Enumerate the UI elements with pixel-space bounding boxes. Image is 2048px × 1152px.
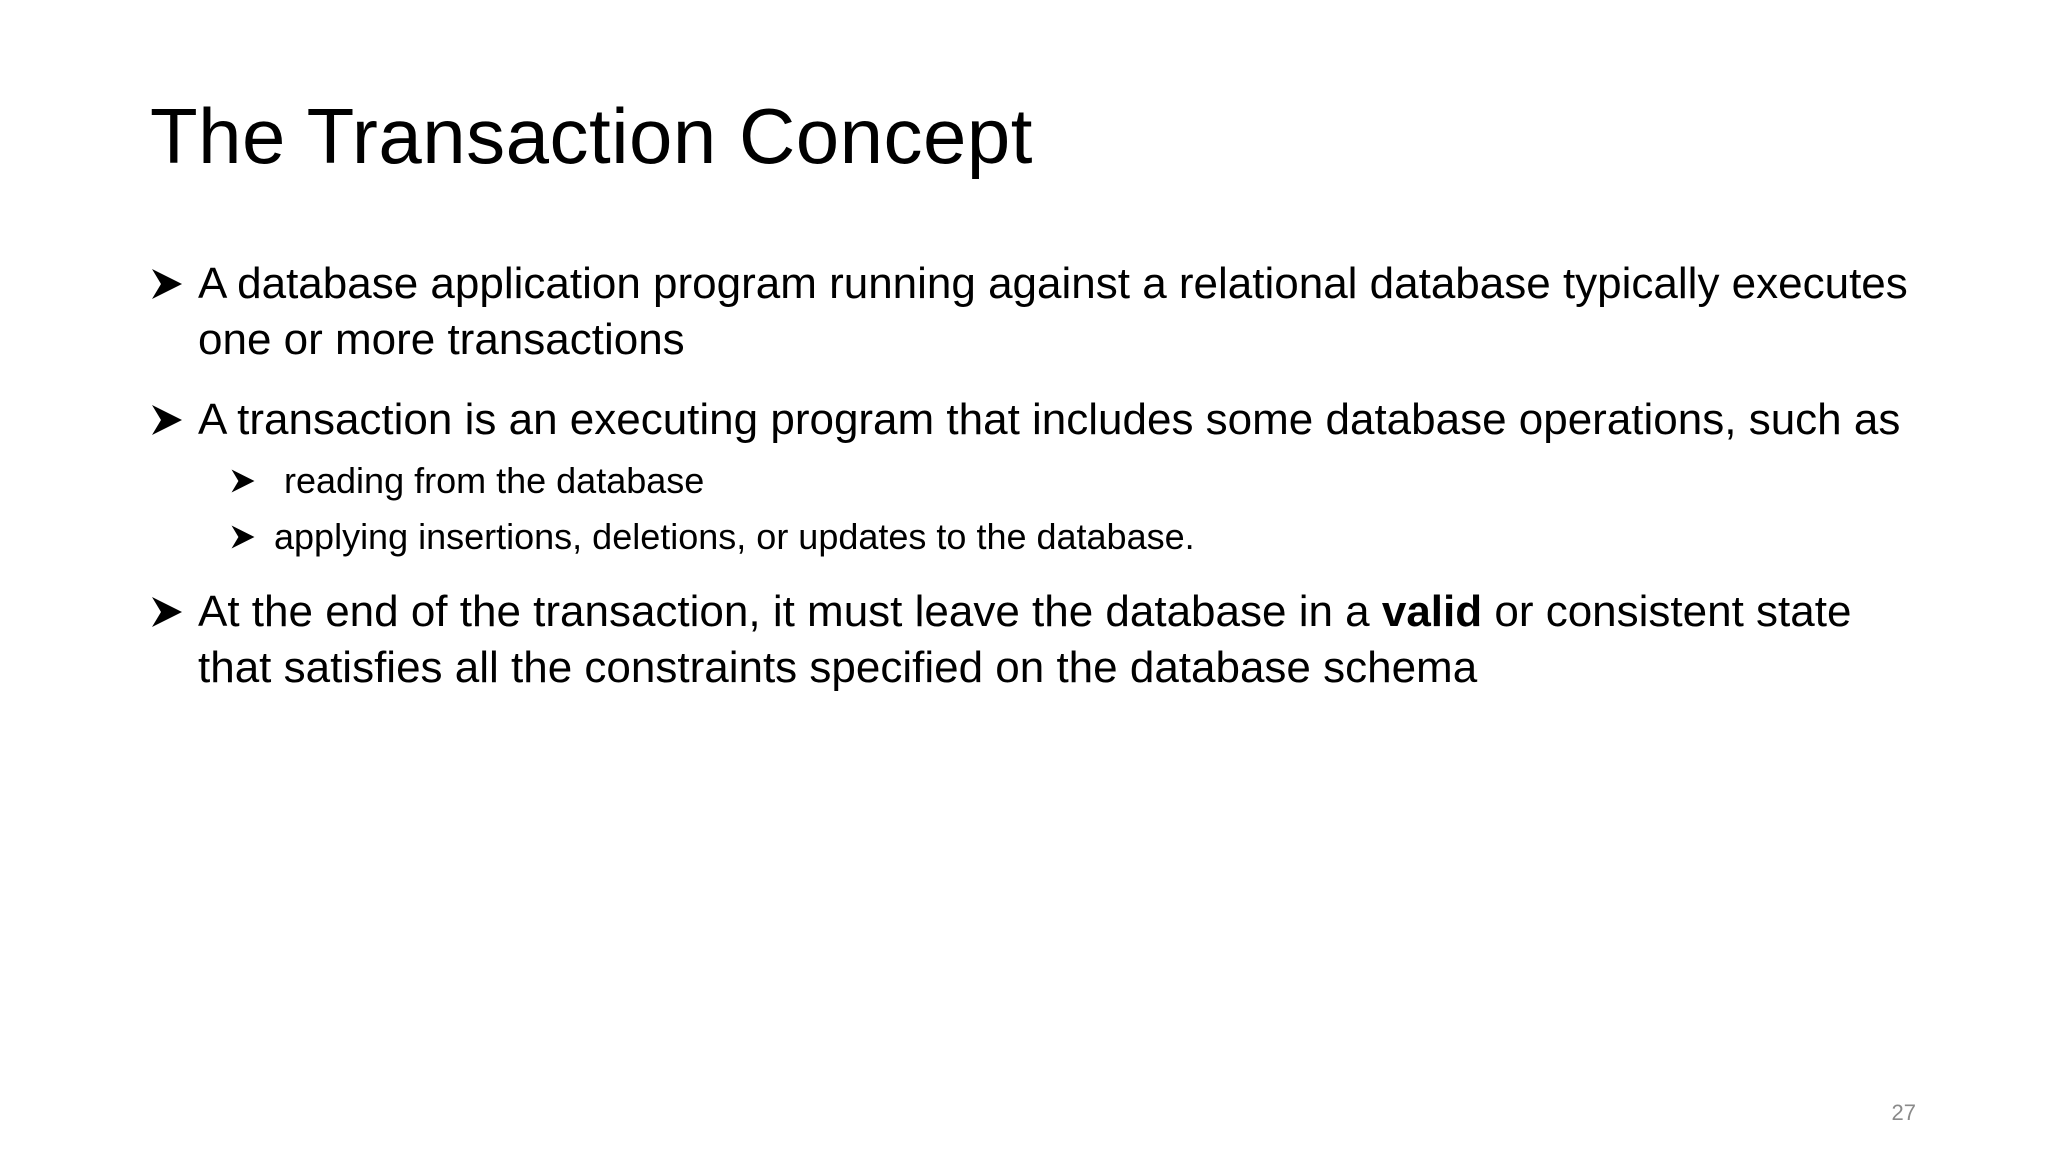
bullet-text: A transaction is an executing program that includes some database operations, such as xyxy=(198,395,1901,444)
sub-bullet-item xyxy=(230,514,1910,560)
sub-bullet-text: reading from the database xyxy=(274,460,705,501)
bullet-item xyxy=(150,256,1910,368)
slide-title: The Transaction Concept xyxy=(150,92,1033,180)
arrow-bullet-icon xyxy=(230,458,274,504)
bullet-item xyxy=(150,584,1910,696)
bullet-item xyxy=(150,392,1910,448)
arrow-bullet-icon xyxy=(150,392,198,448)
bold-keyword: valid xyxy=(1381,587,1483,636)
sub-bullet-text: applying insertions, deletions, or updates to the database. xyxy=(274,516,1195,557)
arrow-bullet-icon xyxy=(230,514,274,560)
sub-bullet-item xyxy=(230,458,1910,504)
bullet-text: A database application program running against a relational database typically executes one or more transactions xyxy=(198,259,1908,364)
bullet-list xyxy=(150,256,1910,696)
arrow-bullet-icon xyxy=(150,584,198,640)
page-number: 27 xyxy=(1891,1100,1916,1125)
arrow-bullet-icon xyxy=(150,256,198,312)
bullet-text-part: or consistent state that satisfies all the constraints specified on the database schema xyxy=(198,587,1852,692)
bullet-text-part: At the end of the transaction, it must leave the database in a xyxy=(198,587,1382,636)
bullet-text xyxy=(198,584,1910,696)
